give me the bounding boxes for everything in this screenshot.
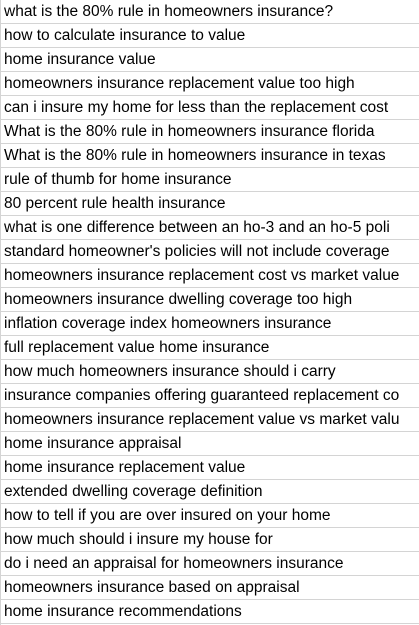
table-row[interactable] xyxy=(0,384,419,408)
table-row[interactable] xyxy=(0,168,419,192)
table-row[interactable] xyxy=(0,408,419,432)
table-row[interactable] xyxy=(0,480,419,504)
table-row[interactable] xyxy=(0,240,419,264)
cell-text[interactable]: homeowners insurance replacement value too high xyxy=(4,75,355,92)
table-row[interactable] xyxy=(0,144,419,168)
table-row[interactable] xyxy=(0,528,419,552)
cell-text[interactable]: homeowners insurance replacement value vs market valu xyxy=(4,411,400,428)
table-row[interactable] xyxy=(0,0,419,24)
cell-text[interactable]: do i need an appraisal for homeowners insurance xyxy=(4,555,344,572)
table-row[interactable] xyxy=(0,96,419,120)
cell-text[interactable]: home insurance appraisal xyxy=(4,435,182,452)
table-row[interactable] xyxy=(0,312,419,336)
cell-text[interactable]: homeowners insurance based on appraisal xyxy=(4,579,300,596)
cell-text[interactable]: how to calculate insurance to value xyxy=(4,27,246,44)
cell-text[interactable]: 80 percent rule health insurance xyxy=(4,195,226,212)
cell-text[interactable]: how much homeowners insurance should i carry xyxy=(4,363,336,380)
table-row[interactable] xyxy=(0,216,419,240)
cell-text[interactable]: what is the 80% rule in homeowners insurance? xyxy=(4,3,334,20)
cell-text[interactable]: extended dwelling coverage definition xyxy=(4,483,263,500)
cell-text[interactable]: What is the 80% rule in homeowners insurance florida xyxy=(4,123,375,140)
cell-text[interactable]: home insurance recommendations xyxy=(4,603,242,620)
table-row[interactable] xyxy=(0,48,419,72)
table-row[interactable] xyxy=(0,192,419,216)
cell-text[interactable]: how much should i insure my house for xyxy=(4,531,273,548)
cell-text[interactable]: homeowners insurance replacement cost vs market value xyxy=(4,267,400,284)
table-row[interactable] xyxy=(0,456,419,480)
table-row[interactable] xyxy=(0,72,419,96)
table-row[interactable] xyxy=(0,120,419,144)
table-row[interactable] xyxy=(0,432,419,456)
cell-text[interactable]: standard homeowner's policies will not include coverage xyxy=(4,243,390,260)
table-row[interactable] xyxy=(0,552,419,576)
cell-text[interactable]: What is the 80% rule in homeowners insurance in texas xyxy=(4,147,386,164)
cell-text[interactable]: home insurance replacement value xyxy=(4,459,246,476)
table-row[interactable] xyxy=(0,24,419,48)
table-row[interactable] xyxy=(0,336,419,360)
cell-text[interactable]: insurance companies offering guaranteed replacement co xyxy=(4,387,400,404)
table-row[interactable] xyxy=(0,504,419,528)
table-row[interactable] xyxy=(0,600,419,624)
cell-text[interactable]: inflation coverage index homeowners insurance xyxy=(4,315,332,332)
table-row[interactable] xyxy=(0,288,419,312)
table-row[interactable] xyxy=(0,264,419,288)
cell-text[interactable]: homeowners insurance dwelling coverage too high xyxy=(4,291,353,308)
cell-text[interactable]: home insurance value xyxy=(4,51,156,68)
table-row[interactable] xyxy=(0,576,419,600)
cell-text[interactable]: full replacement value home insurance xyxy=(4,339,270,356)
cell-text[interactable]: rule of thumb for home insurance xyxy=(4,171,232,188)
cell-text[interactable]: what is one difference between an ho-3 and an ho-5 poli xyxy=(4,219,390,236)
table-row[interactable] xyxy=(0,360,419,384)
cell-text[interactable]: can i insure my home for less than the replacement cost xyxy=(4,99,389,116)
cell-text[interactable]: how to tell if you are over insured on your home xyxy=(4,507,331,524)
